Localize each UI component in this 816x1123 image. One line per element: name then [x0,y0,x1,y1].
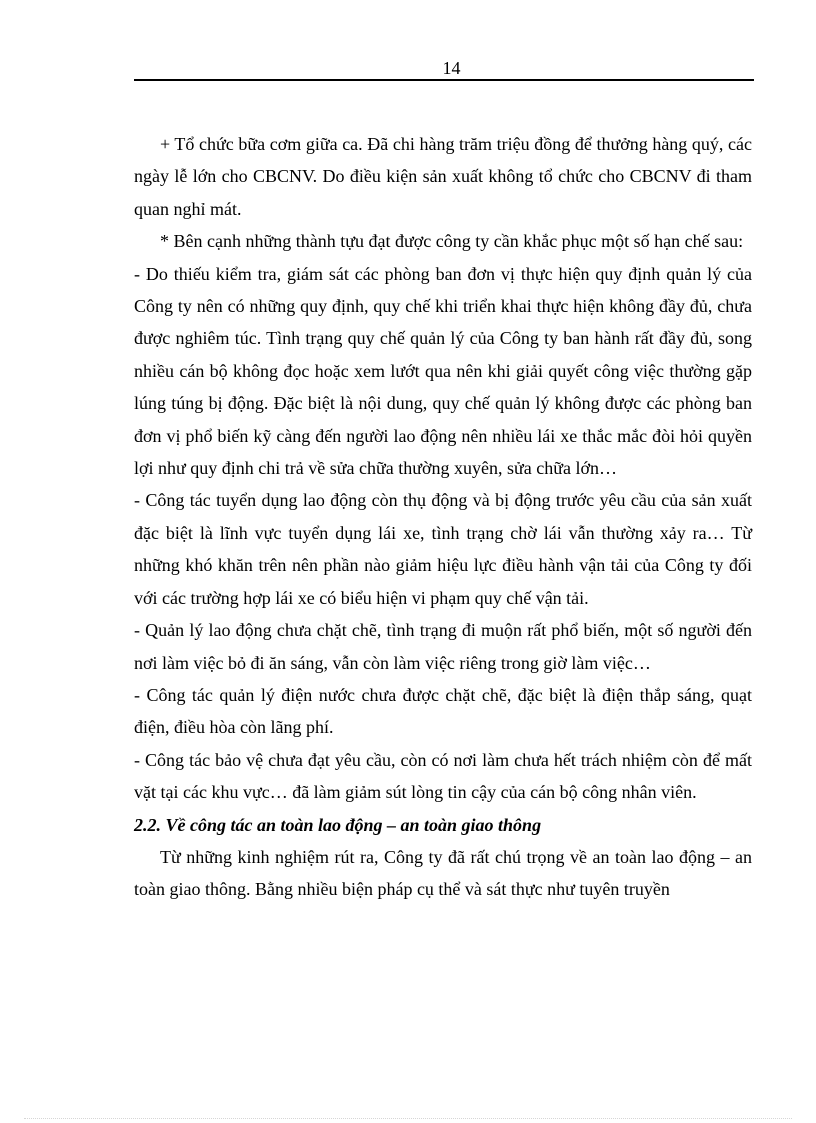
paragraph-meal-and-bonus: + Tổ chức bữa cơm giữa ca. Đã chi hàng trăm triệu đồng để thưởng hàng quý, các ngày lễ lớn cho CBCNV. Do điều kiện sản xuất không tổ chức cho CBCNV đi tham quan nghỉ mát. [134,134,752,219]
document-body [134,128,752,906]
paragraph-safety-intro: Từ những kinh nghiệm rút ra, Công ty đã rất chú trọng về an toàn lao động – an toàn giao thông. Bằng nhiều biện pháp cụ thể và sát thực như tuyên truyền [134,846,752,900]
header-rule [134,79,754,81]
section-heading: 2.2. Về công tác an toàn lao động – an toàn giao thông [134,814,542,835]
paragraph-utilities-issue: - Công tác quản lý điện nước chưa được chặt chẽ, đặc biệt là điện thắp sáng, quạt điện, điều hòa còn lãng phí. [134,684,752,738]
paragraph-limitations-intro: * Bên cạnh những thành tựu đạt được công ty cần khắc phục một số hạn chế sau: [160,231,744,252]
paragraph-security-issue: - Công tác bảo vệ chưa đạt yêu cầu, còn có nơi làm chưa hết trách nhiệm còn để mất vặt tại các khu vực… đã làm giảm sút lòng tin cậy của cán bộ công nhân viên. [134,749,752,803]
footer-dotted-line [24,1118,792,1119]
page-number: 14 [442,58,461,78]
paragraph-recruitment-issue: - Công tác tuyển dụng lao động còn thụ động và bị động trước yêu cầu của sản xuất đặc biệt là lĩnh vực tuyển dụng lái xe, tình trạng chờ lái vẫn thường xảy ra… Từ những khó khăn trên nên phần nào giảm hiệu lực điều hành vận tải của Công ty đối với các trường hợp lái xe có biểu hiện vi phạm quy chế vận tải. [134,490,752,608]
paragraph-inspection-issue: - Do thiếu kiểm tra, giám sát các phòng ban đơn vị thực hiện quy định quản lý của Công ty nên có những quy định, quy chế khi triển khai thực hiện không đầy đủ, chưa được nghiêm túc. Tình trạng quy chế quản lý của Công ty ban hành rất đầy đủ, song nhiều cán bộ không đọc hoặc xem lướt qua nên khi giải quyết công việc thường gặp lúng túng bị động. Đặc biệt là nội dung, quy chế quản lý không được các phòng ban đơn vị phổ biến kỹ càng đến người lao động nên nhiều lái xe thắc mắc đòi hỏi quyền lợi như quy định chi trả về sửa chữa thường xuyên, sửa chữa lớn… [134,263,752,479]
paragraph-labor-management-issue: - Quản lý lao động chưa chặt chẽ, tình trạng đi muộn rất phổ biến, một số người đến nơi làm việc bỏ đi ăn sáng, vẫn còn làm việc riêng trong giờ làm việc… [134,620,752,673]
